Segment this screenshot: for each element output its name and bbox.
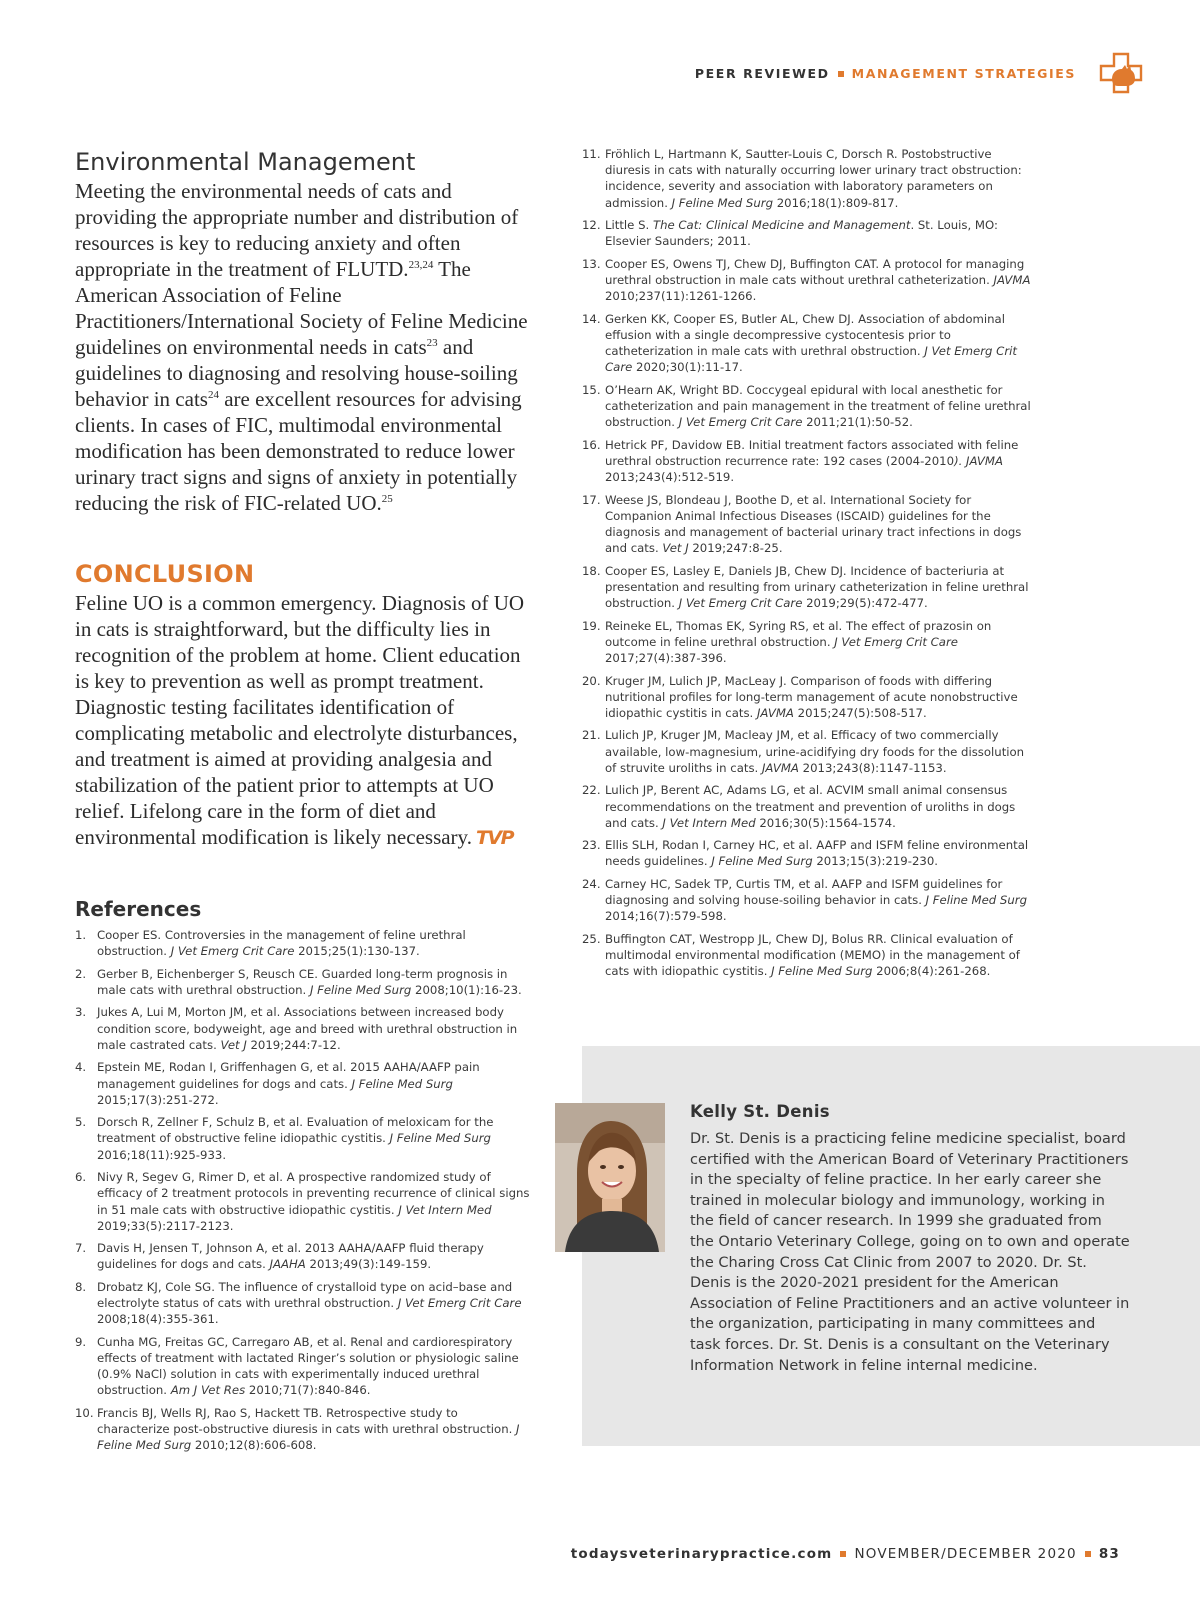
reference-item (582, 492, 1037, 557)
reference-item (75, 1114, 530, 1163)
reference-number: 24. (582, 876, 601, 891)
environmental-management-heading: Environmental Management (75, 148, 416, 176)
reference-item (582, 382, 1037, 431)
reference-number: 16. (582, 437, 601, 452)
author-bio-text: Dr. St. Denis is a practicing feline medicine specialist, board certified with the American Board of Veterinary Practitioners in the specialty of feline practice. In her early career she trained in molecular biology and immunology, working in the field of cancer research. In 1999 she graduated from the Ontario Veterinary College, going on to own and operate the Charing Cross Cat Clinic from 2007 to 2020. Dr. St. Denis is the 2020-2021 president for the American Association of Feline Practitioners and an active volunteer in the organization, participating in many committees and task forces. Dr. St. Denis is a consultant on the Veterinary Information Network in feline internal medicine. (690, 1131, 1130, 1374)
reference-text: Nivy R, Segev G, Rimer D, et al. A prospective randomized study of efficacy of 2 treatment protocols in preventing recurrence of clinical signs in 51 male cats with obstructive idiopathic cystitis. J Vet Intern Med 2019;33(5):2117-2123. (97, 1170, 530, 1233)
separator-square (838, 71, 844, 77)
reference-item (75, 1240, 530, 1272)
reference-number: 3. (75, 1005, 87, 1020)
reference-item (75, 1279, 530, 1328)
reference-item (582, 146, 1037, 211)
page-number: 83 (1098, 1546, 1120, 1562)
reference-number: 13. (582, 256, 601, 271)
reference-number: 15. (582, 382, 601, 397)
reference-text: Little S. The Cat: Clinical Medicine and Management. St. Louis, MO: Elsevier Saunders; 2011. (605, 218, 998, 249)
author-photo (555, 1103, 665, 1252)
website-link[interactable]: todaysveterinarypractice.com (570, 1546, 833, 1562)
reference-item (582, 837, 1037, 869)
reference-item (75, 966, 530, 998)
reference-text: Reineke EL, Thomas EK, Syring RS, et al. The effect of prazosin on outcome in feline urethral obstruction. J Vet Emerg Crit Care 2017;27(4):387-396. (605, 618, 992, 666)
references-heading: References (75, 897, 202, 921)
author-name: Kelly St. Denis (690, 1102, 830, 1121)
reference-number: 7. (75, 1241, 87, 1256)
reference-text: Drobatz KJ, Cole SG. The influence of crystalloid type on acid–base and electrolyte status of cats with urethral obstruction. J Vet Emerg Crit Care 2008;18(4):355-361. (97, 1279, 522, 1327)
reference-number: 5. (75, 1115, 87, 1130)
references-list-left (75, 927, 530, 1454)
reference-item (582, 563, 1037, 612)
reference-number: 10. (75, 1405, 94, 1420)
reference-text: Ellis SLH, Rodan I, Carney HC, et al. AAFP and ISFM feline environmental needs guidelines. J Feline Med Surg 2013;15(3):219-230. (605, 838, 1029, 869)
reference-number: 25. (582, 931, 601, 946)
reference-item (75, 927, 530, 959)
reference-text: Lulich JP, Berent AC, Adams LG, et al. ACVIM small animal consensus recommendations on the treatment and prevention of uroliths in dogs and cats. J Vet Intern Med 2016;30(5):1564-1574. (605, 783, 1016, 830)
reference-text: Davis H, Jensen T, Johnson A, et al. 2013 AAHA/AAFP fluid therapy guidelines for dogs and cats. JAAHA 2013;49(3):149-159. (97, 1241, 484, 1272)
left-column (75, 148, 530, 1460)
reference-text: Buffington CAT, Westropp JL, Chew DJ, Bolus RR. Clinical evaluation of multimodal environmental modification (MEMO) in the management of cats with idiopathic cystitis. J Feline Med Surg 2006;8(4):261-268. (605, 931, 1020, 979)
reference-text: Cooper ES, Owens TJ, Chew DJ, Buffington CAT. A protocol for managing urethral obstruction in male cats without urethral catheterization. JAVMA 2010;237(11):1261-1266. (605, 256, 1031, 304)
reference-number: 12. (582, 218, 601, 233)
conclusion-heading: CONCLUSION (75, 560, 255, 588)
separator-square (1085, 1551, 1091, 1557)
reference-item (582, 782, 1037, 831)
tvp-end-mark: TVP (475, 827, 514, 849)
reference-text: Gerber B, Eichenberger S, Reusch CE. Guarded long-term prognosis in male cats with urethral obstruction. J Feline Med Surg 2008;10(1):16-23. (97, 966, 522, 997)
reference-number: 6. (75, 1170, 87, 1185)
reference-text: Fröhlich L, Hartmann K, Sautter-Louis C, Dorsch R. Postobstructive diuresis in cats with naturally occurring lower urinary tract obstruction: incidence, severity and association with laboratory parameters on admission. J Feline Med Surg 2016;18(1):809-817. (605, 147, 1022, 210)
reference-number: 14. (582, 311, 601, 326)
separator-square (840, 1551, 846, 1557)
reference-item (582, 437, 1037, 486)
reference-item (582, 727, 1037, 776)
reference-number: 2. (75, 966, 87, 981)
reference-number: 4. (75, 1060, 87, 1075)
conclusion-paragraph: Feline UO is a common emergency. Diagnosis of UO in cats is straightforward, but the difficulty lies in recognition of the problem at home. Client education is key to prevention as well as prompt treatment. Diagnostic testing facilitates identification of complicating metabolic and electrolyte disturbances, and treatment is aimed at providing analgesia and stabilization of the patient prior to attempts at UO relief. Lifelong care in the form of diet and environmental modification is likely necessary. TVP (75, 591, 525, 849)
reference-item (75, 1004, 530, 1053)
reference-number: 23. (582, 838, 601, 853)
reference-item (582, 931, 1037, 980)
reference-text: Gerken KK, Cooper ES, Butler AL, Chew DJ. Association of abdominal effusion with a single decompressive cystocentesis prior to catheterization in male cats with urethral obstruction. J Vet Emerg Crit Care 2020;30(1):11-17. (605, 311, 1017, 375)
reference-item (582, 876, 1037, 925)
reference-number: 11. (582, 147, 601, 161)
reference-text: Cooper ES, Lasley E, Daniels JB, Chew DJ. Incidence of bacteriuria at presentation and resulting from urinary catheterization in feline urethral obstruction. J Vet Emerg Crit Care 2019;29(5):472-477. (605, 563, 1029, 611)
issue-label: NOVEMBER/DECEMBER 2020 (854, 1546, 1077, 1562)
reference-item (75, 1059, 530, 1108)
reference-number: 22. (582, 783, 601, 798)
peer-reviewed-label: PEER REVIEWED (694, 66, 830, 81)
reference-text: O’Hearn AK, Wright BD. Coccygeal epidural with local anesthetic for catheterization and pain management in the treatment of feline urethral obstruction. J Vet Emerg Crit Care 2011;21(1):50-52. (605, 382, 1031, 430)
right-column (582, 146, 1037, 986)
cat-cross-icon (1099, 52, 1143, 94)
page-footer (571, 1546, 1120, 1562)
reference-number: 17. (582, 492, 601, 507)
reference-text: Carney HC, Sadek TP, Curtis TM, et al. AAFP and ISFM guidelines for diagnosing and solving house-soiling behavior in cats. J Feline Med Surg 2014;16(7):579-598. (605, 876, 1027, 924)
reference-number: 20. (582, 673, 601, 688)
reference-number: 19. (582, 618, 601, 633)
reference-text: Jukes A, Lui M, Morton JM, et al. Associations between increased body condition score, bodyweight, age and breed with urethral obstruction in male castrated cats. Vet J 2019;244:7-12. (97, 1005, 518, 1052)
reference-number: 9. (75, 1334, 87, 1349)
reference-text: Dorsch R, Zellner F, Schulz B, et al. Evaluation of meloxicam for the treatment of obstructive feline idiopathic cystitis. J Feline Med Surg 2016;18(11):925-933. (97, 1115, 494, 1162)
reference-number: 1. (75, 928, 87, 942)
environmental-management-paragraph: Meeting the environmental needs of cats and providing the appropriate number and distribution of resources is key to reducing anxiety and often appropriate in the treatment of FLUTD.$^{23,24}$ The American Association of Feline Practitioners/International Society of Feline Medicine guidelines on environmental needs in cats$^{23}$ and guidelines to diagnosing and resolving house-soiling behavior in cats$^{24}$ are excellent resources for advising clients. In cases of FIC, multimodal environmental modification has been demonstrated to reduce lower urinary tract signs and signs of anxiety in potentially reducing the risk of FIC-related UO.$^{25}$ (75, 179, 528, 515)
reference-number: 8. (75, 1279, 87, 1294)
reference-number: 21. (582, 728, 601, 743)
reference-text: Lulich JP, Kruger JM, Macleay JM, et al. Efficacy of two commercially available, low-magnesium, urine-acidifying dry foods for the dissolution of struvite uroliths in cats. JAVMA 2013;243(8):1147-1153. (605, 728, 1025, 775)
reference-item (582, 673, 1037, 722)
reference-item (582, 311, 1037, 376)
reference-item (582, 256, 1037, 305)
reference-item (75, 1334, 530, 1399)
section-label: MANAGEMENT STRATEGIES (851, 66, 1076, 81)
reference-text: Hetrick PF, Davidow EB. Initial treatment factors associated with feline urethral obstruction recurrence rate: 192 cases (2004-2010). JAVMA 2013;243(4):512-519. (605, 437, 1019, 485)
page-header (695, 66, 1076, 81)
reference-item (582, 618, 1037, 667)
reference-item (75, 1405, 530, 1454)
reference-text: Epstein ME, Rodan I, Griffenhagen G, et al. 2015 AAHA/AAFP pain management guidelines for dogs and cats. J Feline Med Surg 2015;17(3):251-272. (97, 1060, 480, 1107)
references-list-right (582, 146, 1037, 980)
reference-number: 18. (582, 563, 601, 578)
reference-text: Kruger JM, Lulich JP, MacLeay J. Comparison of foods with differing nutritional profiles for long-term management of acute nonobstructive idiopathic cystitis in cats. JAVMA 2015;247(5):508-517. (605, 673, 1018, 720)
reference-item (582, 217, 1037, 249)
reference-text: Cunha MG, Freitas GC, Carregaro AB, et al. Renal and cardiorespiratory effects of treatment with lactated Ringer’s solution or physiologic saline (0.9% NaCl) solution in cats with experimentally induced urethral obstruction. Am J Vet Res 2010;71(7):840-846. (97, 1334, 519, 1398)
reference-text: Weese JS, Blondeau J, Boothe D, et al. International Society for Companion Animal Infectious Diseases (ISCAID) guidelines for the diagnosis and management of bacterial urinary tract infections in dogs and cats. Vet J 2019;247:8-25. (605, 492, 1022, 556)
reference-item (75, 1169, 530, 1234)
reference-text: Cooper ES. Controversies in the management of feline urethral obstruction. J Vet Emerg Crit Care 2015;25(1):130-137. (97, 928, 466, 959)
reference-text: Francis BJ, Wells RJ, Rao S, Hackett TB. Retrospective study to characterize post-obstructive diuresis in cats with urethral obstruction. J Feline Med Surg 2010;12(8):606-608. (97, 1405, 520, 1453)
